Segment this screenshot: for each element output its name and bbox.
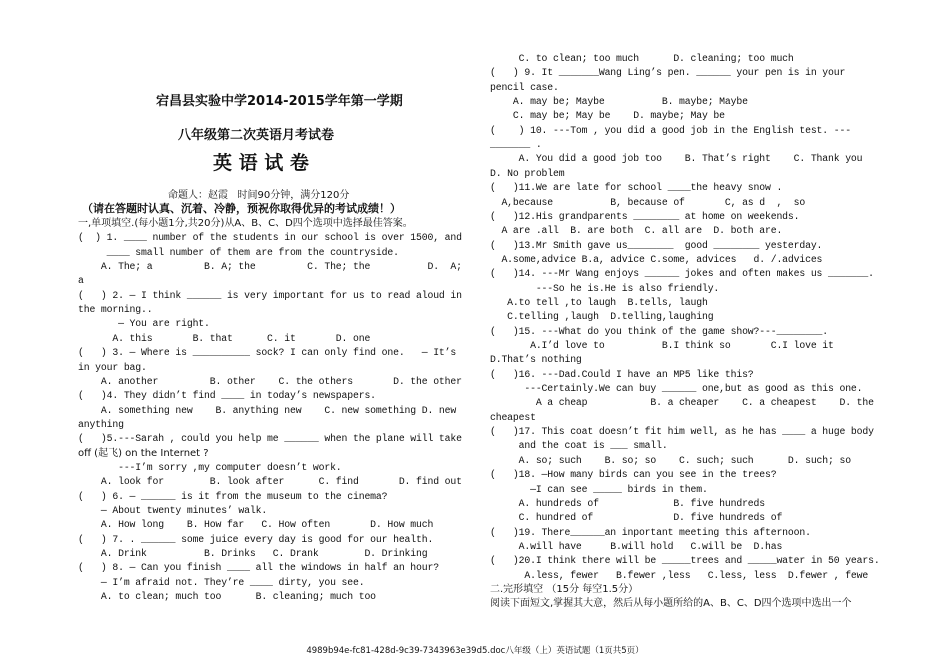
- text-line: _______ .: [490, 139, 542, 151]
- text-line: A.some,advice B.a, advice C.some, advices d. /.advices: [490, 253, 823, 265]
- page-footer: 4989b94e-fc81-428d-9c39-7343963e39d5.doc八年级（上）英语试题（1页共5页）: [306, 646, 644, 656]
- text-line: ( )5.---Sarah , could you help me ______ when the plane will take: [78, 433, 462, 445]
- text-line: ( )14. ---Mr Wang enjoys ______ jokes and often makes us _______.: [490, 268, 874, 280]
- text-line: A. The; a B. A; the C. The; the D. A;: [78, 261, 462, 273]
- text-line: C. hundred of D. five hundreds of: [490, 512, 783, 524]
- text-line: D.That’s nothing: [490, 354, 582, 366]
- text-line: — You are right.: [78, 318, 210, 330]
- header-reminder: （请在答题时认真、沉着、冷静，预祝你取得优异的考试成绩！）: [82, 202, 401, 215]
- text-line: A are .all B. are both C. all are D. both are.: [490, 225, 783, 237]
- text-line: ( ) 2. — I think ______ is very important for us to read aloud in: [78, 289, 462, 301]
- text-line: ( )15. ---What do you think of the game show?---________.: [490, 325, 829, 337]
- header-exam: 八年级第二次英语月考试卷: [178, 128, 335, 143]
- text-line: ( )13.Mr Smith gave us________ good ________ yesterday.: [490, 239, 823, 251]
- text-line: ( )20.I think there will be _____trees and _____water in 50 years.: [490, 555, 880, 567]
- text-line: A.to tell ,to laugh B.tells, laugh: [490, 296, 708, 308]
- text-line: pencil case.: [490, 81, 559, 93]
- text-line: the morning..: [78, 304, 153, 316]
- header-meta: 命题人：赵霞 时间90分钟，满分120分: [168, 190, 350, 201]
- text-line: ---I’m sorry ,my computer doesn’t work.: [78, 461, 342, 473]
- text-line: C.telling ,laugh D.telling,laughing: [490, 311, 714, 323]
- text-line: A. You did a good job too B. That’s right C. Thank you: [490, 153, 863, 165]
- text-line: —I can see _____ birds in them.: [490, 483, 708, 495]
- text-line: ---So he is.He is also friendly.: [490, 282, 720, 294]
- text-line: A.will have B.will hold C.will be D.has: [490, 540, 783, 552]
- text-line: A.less, fewer B.fewer ,less C.less, less D.fewer , fewe: [490, 569, 869, 581]
- text-line: 阅读下面短文,掌握其大意，然后从每小题所给的A、B、C、D四个选项中选出一个: [490, 598, 852, 610]
- text-line: cheapest: [490, 411, 536, 423]
- text-line: off (起飞) on the Internet ?: [78, 447, 209, 459]
- text-line: A. to clean; much too B. cleaning; much too: [78, 591, 376, 603]
- text-line: a: [78, 275, 84, 287]
- text-line: ( ) 9. It _______Wang Ling’s pen. ______ your pen is in your: [490, 67, 846, 79]
- text-line: A. another B. other C. the others D. the other: [78, 375, 462, 387]
- text-line: ( )18. —How many birds can you see in the trees?: [490, 469, 777, 481]
- text-line: 一,单项填空.(每小题1分,共20分)从A、B、C、D四个选项中选择最佳答案。: [78, 218, 413, 229]
- text-line: ( ) 1. ____ number of the students in our school is over 1500, and: [78, 232, 462, 244]
- text-line: A a cheap B. a cheaper C. a cheapest D. the: [490, 397, 874, 409]
- text-line: A. hundreds of B. five hundreds: [490, 497, 765, 509]
- text-line: A. may be; Maybe B. maybe; Maybe: [490, 96, 748, 108]
- text-line: ( ) 10. ---Tom , you did a good job in the English test. ---: [490, 124, 851, 136]
- text-line: A,because B, because of C, as d , so: [490, 196, 806, 208]
- text-line: ( )11.We are late for school ____the heavy snow .: [490, 182, 783, 194]
- text-line: A. something new B. anything new C. new something D. new: [78, 404, 457, 416]
- text-line: ____ small number of them are from the countryside.: [78, 246, 399, 258]
- text-line: ( ) 7. . ______ some juice every day is good for our health.: [78, 533, 434, 545]
- text-line: ( ) 8. — Can you finish ____ all the windows in half an hour?: [78, 562, 439, 574]
- text-line: in your bag.: [78, 361, 147, 373]
- text-line: — About twenty minutes’ walk.: [78, 505, 268, 516]
- text-line: ( ) 6. — ______ is it from the museum to the cinema?: [78, 490, 388, 502]
- text-line: ( )19. There______an inportant meeting this afternoon.: [490, 526, 811, 538]
- text-line: D. No problem: [490, 167, 565, 179]
- text-line: ( ) 3. — Where is __________ sock? I can only find one. — It’s: [78, 347, 457, 359]
- text-line: 二.完形填空 （15分 每空1.5分）: [490, 583, 639, 595]
- text-line: A. Drink B. Drinks C. Drank D. Drinking: [78, 548, 428, 560]
- text-line: ---Certainly.We can buy ______ one,but as good as this one.: [490, 383, 863, 395]
- text-line: C. to clean; too much D. cleaning; too much: [490, 53, 794, 64]
- text-line: anything: [78, 418, 124, 430]
- text-line: ( )17. This coat doesn’t fit him well, as he has ____ a huge body: [490, 426, 874, 438]
- text-line: A.I’d love to B.I think so C.I love it: [490, 340, 834, 351]
- text-line: — I’m afraid not. They’re ____ dirty, you see.: [78, 576, 365, 588]
- header-school: 宕昌县实验中学2014-2015学年第一学期: [156, 94, 403, 109]
- text-line: A. so; such B. so; so C. such; such D. such; so: [490, 454, 851, 466]
- text-line: ( )12.His grandparents ________ at home on weekends.: [490, 210, 800, 222]
- text-line: ( )16. ---Dad.Could I have an MP5 like this?: [490, 368, 754, 380]
- text-line: A. this B. that C. it D. one: [78, 332, 371, 344]
- text-line: A. How long B. How far C. How often D. How much: [78, 519, 434, 531]
- text-line: ( )4. They didn’t find ____ in today’s newspapers.: [78, 390, 376, 402]
- text-line: C. may be; May be D. maybe; May be: [490, 110, 725, 122]
- text-line: and the coat is ___ small.: [490, 440, 668, 452]
- header-title: 英 语 试 卷: [213, 152, 309, 174]
- text-line: A. look for B. look after C. find D. find out: [78, 476, 462, 488]
